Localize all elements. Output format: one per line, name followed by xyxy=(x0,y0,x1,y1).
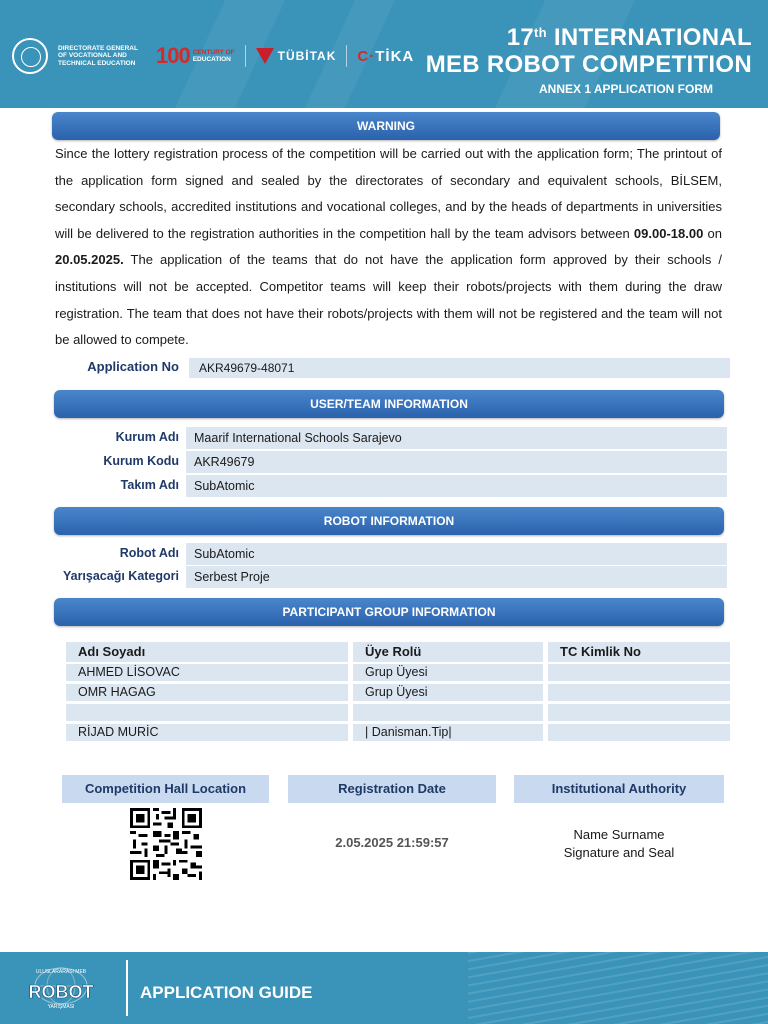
kurum-adi-label: Kurum Adı xyxy=(115,430,179,444)
table-cell-tc xyxy=(548,704,730,721)
page-title-line2: MEB ROBOT COMPETITION xyxy=(425,51,752,78)
table-cell-role: Grup Üyesi xyxy=(353,664,543,681)
application-no-label: Application No xyxy=(87,359,179,374)
footer-divider xyxy=(126,960,128,1016)
col-header-name: Adı Soyadı xyxy=(66,642,348,662)
qr-code-icon xyxy=(128,808,204,880)
warning-date: 20.05.2025. xyxy=(55,252,124,268)
robot-adi-value: SubAtomic xyxy=(186,543,727,565)
authority-signature-line: Signature and Seal xyxy=(563,845,675,860)
table-cell-role: Grup Üyesi xyxy=(353,684,543,701)
kategori-label: Yarışacağı Kategori xyxy=(62,569,179,583)
table-cell-name: OMR HAGAG xyxy=(66,684,348,701)
logo-divider xyxy=(245,45,246,67)
warning-section-bar: WARNING xyxy=(52,112,720,140)
meb-logo-text: DIRECTORATE GENERAL OF VOCATIONAL AND TECHNICAL EDUCATION xyxy=(58,44,138,67)
tubitak-icon xyxy=(256,48,274,64)
tika-text: TİKA xyxy=(375,47,415,65)
page-footer xyxy=(0,952,768,1024)
application-guide-text: APPLICATION GUIDE xyxy=(140,983,313,1002)
competition-hall-header: Competition Hall Location xyxy=(62,775,269,803)
title-ordinal-suffix: th xyxy=(534,25,547,40)
table-cell-role xyxy=(353,704,543,721)
logo-divider xyxy=(346,45,347,67)
col-header-role: Üye Rolü xyxy=(353,642,543,662)
century-line1: CENTURY OF xyxy=(192,49,235,56)
kurum-kodu-label: Kurum Kodu xyxy=(103,454,179,468)
kurum-adi-value: Maarif International Schools Sarajevo xyxy=(186,427,727,449)
takim-adi-label: Takım Adı xyxy=(120,478,179,492)
table-cell-tc xyxy=(548,684,730,701)
table-cell-role: | Danisman.Tip| xyxy=(353,724,543,741)
application-no-value: AKR49679-48071 xyxy=(189,358,730,378)
century-of-education-logo xyxy=(156,43,235,69)
robot-competition-logo xyxy=(18,964,104,1014)
institutional-authority-text xyxy=(514,826,724,862)
authority-name-line: Name Surname xyxy=(573,827,665,842)
table-cell-tc xyxy=(548,724,730,741)
institutional-authority-header: Institutional Authority xyxy=(514,775,724,803)
title-ordinal: 17 xyxy=(506,24,535,51)
partner-logos xyxy=(12,34,414,78)
robot-logo-bottom-text: YARIŞMASI xyxy=(47,1004,75,1010)
warning-time-range: 09.00-18.00 xyxy=(633,225,704,241)
meb-seal-icon xyxy=(12,38,48,74)
century-number: 100 xyxy=(156,43,190,68)
robot-logo-text: ROBOT xyxy=(28,982,94,1002)
tika-logo xyxy=(357,48,414,65)
user-team-section-bar: USER/TEAM INFORMATION xyxy=(54,390,724,418)
tubitak-text: TÜBİTAK xyxy=(277,49,337,63)
footer-decoration xyxy=(468,952,768,1024)
page-subtitle: ANNEX 1 APPLICATION FORM xyxy=(538,82,713,96)
warning-text: Since the lottery registration process of the competition will be carried out with the application form; The printout of the application form signed and sealed by the directorates of secondary and equivalent schools, BİLSEM, secondary schools, accredited institutions and vocational colleges, and by the heads of departments in universities will be delivered to the registration authorities in the competition hall by the team advisors between 09.00-18.00 on 20.05.2025. The application of the teams that do not have the application form approved by their schools / institutions will not be accepted. Competitor teams will keep their robots/projects with them during the draw registration. The team that does not have their robots/projects with them will not be registered and the team will not be allowed to compete. xyxy=(55,146,722,348)
tubitak-logo xyxy=(256,48,337,64)
robot-logo-top-text: ULUSLARARASI MEB xyxy=(35,969,87,975)
kategori-value: Serbest Proje xyxy=(186,566,727,588)
table-cell-tc xyxy=(548,664,730,681)
participants-section-bar: PARTICIPANT GROUP INFORMATION xyxy=(54,598,724,626)
registration-date-header: Registration Date xyxy=(288,775,496,803)
table-cell-name: AHMED LİSOVAC xyxy=(66,664,348,681)
col-header-tc: TC Kimlik No xyxy=(548,642,730,662)
page-title-line1 xyxy=(507,24,752,52)
takim-adi-value: SubAtomic xyxy=(186,475,727,497)
robot-section-bar: ROBOT INFORMATION xyxy=(54,507,724,535)
title-line1-text: INTERNATIONAL xyxy=(553,24,752,51)
table-cell-name xyxy=(66,704,348,721)
page-header xyxy=(0,0,768,108)
tika-prefix: C· xyxy=(357,47,376,65)
kurum-kodu-value: AKR49679 xyxy=(186,451,727,473)
robot-adi-label: Robot Adı xyxy=(119,546,179,560)
century-line2: EDUCATION xyxy=(192,56,231,63)
registration-date-value: 2.05.2025 21:59:57 xyxy=(335,835,449,850)
table-cell-name: RİJAD MURİC xyxy=(66,724,348,741)
